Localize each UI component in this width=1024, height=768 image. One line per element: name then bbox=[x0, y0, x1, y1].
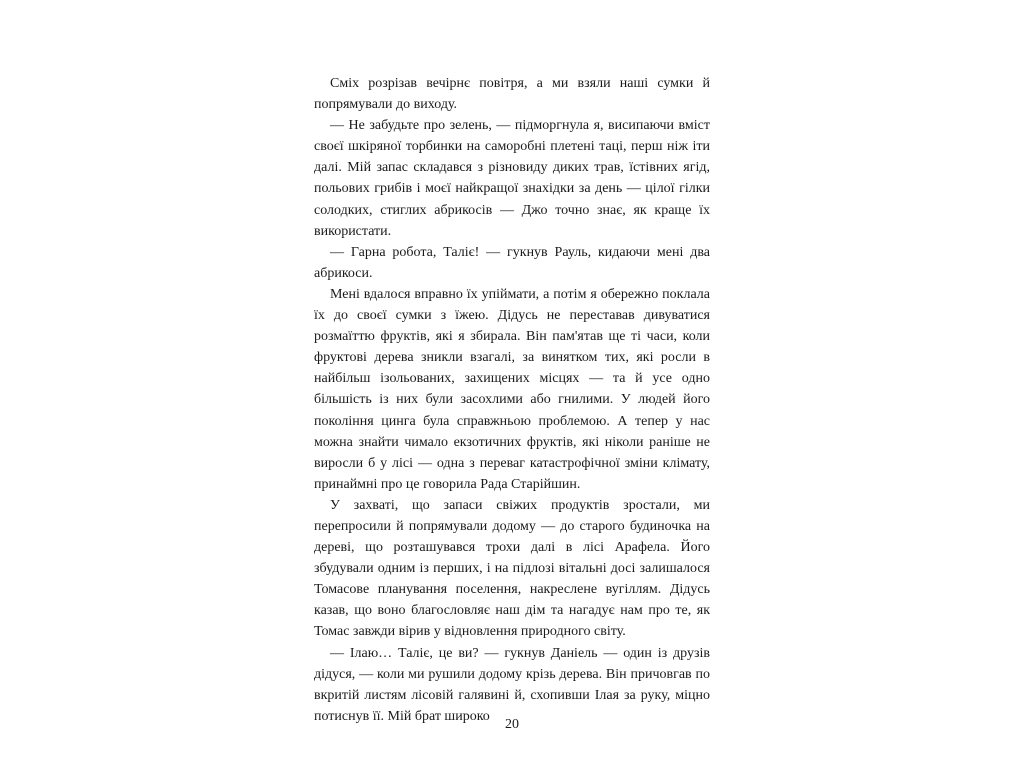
paragraph-3: — Гарна робота, Таліє! — гукнув Рауль, кидаючи мені два абрикоси. bbox=[314, 244, 710, 281]
paragraph-4: Мені вдалося вправно їх упіймати, а потім я обережно поклала їх до своєї сумки з їжею. Дідусь не переставав дивуватися розмаїттю фруктів, які я збирала. Він пам'ятав ще ті часи, коли фруктові дерева зникли взагалі, за винятком тих, які росли в найбільш ізольованих, захищених місцях — та й усе одно більшість із них були засохлими або гнилими. У людей його покоління цинга була справжньою проблемою. А тепер у нас можна знайти чимало екзотичних фруктів, які ніколи раніше не виросли б у лісі — одна з переваг катастрофічної зміни клімату, принаймні про це говорила Рада Старійшин. bbox=[314, 286, 710, 492]
paragraph-1: Сміх розрізав вечірнє повітря, а ми взяли наші сумки й попрямували до виходу. bbox=[314, 76, 710, 113]
paragraph-5: У захваті, що запаси свіжих продуктів зростали, ми перепросили й попрямували додому — до старого будиночка на дереві, що розташувався трохи далі в лісі Арафела. Його збудували одним із перших, і на підлозі вітальні досі залишалося Томасове планування поселення, накреслене вугіллям. Дідусь казав, що воно благословляє наш дім та нагадує нам про те, як Томас завжди вірив у відновлення природного світу. bbox=[314, 497, 710, 640]
paragraph-2: — Не забудьте про зелень, — підморгнула я, висипаючи вміст своєї шкіряної торбинки на саморобні плетені таці, перш ніж іти далі. Мій запас складався з різновиду диких трав, їстівних ягід, польових грибів і моєї найкращої знахідки за день — цілої гілки солодких, стиглих абрикосів — Джо точно знає, як краще їх використати. bbox=[314, 118, 710, 239]
page-number: 20 bbox=[505, 717, 519, 732]
paragraph-6: — Ілаю… Таліє, це ви? — гукнув Даніель — один із друзів дідуся, — коли ми рушили додому крізь дерева. Він причовгав по вкритій листям лісовій галявині й, схопивши Ілая за руку, міцно потиснув її. Мій брат широко bbox=[314, 645, 710, 724]
book-page bbox=[314, 73, 710, 733]
body-text bbox=[314, 73, 710, 727]
